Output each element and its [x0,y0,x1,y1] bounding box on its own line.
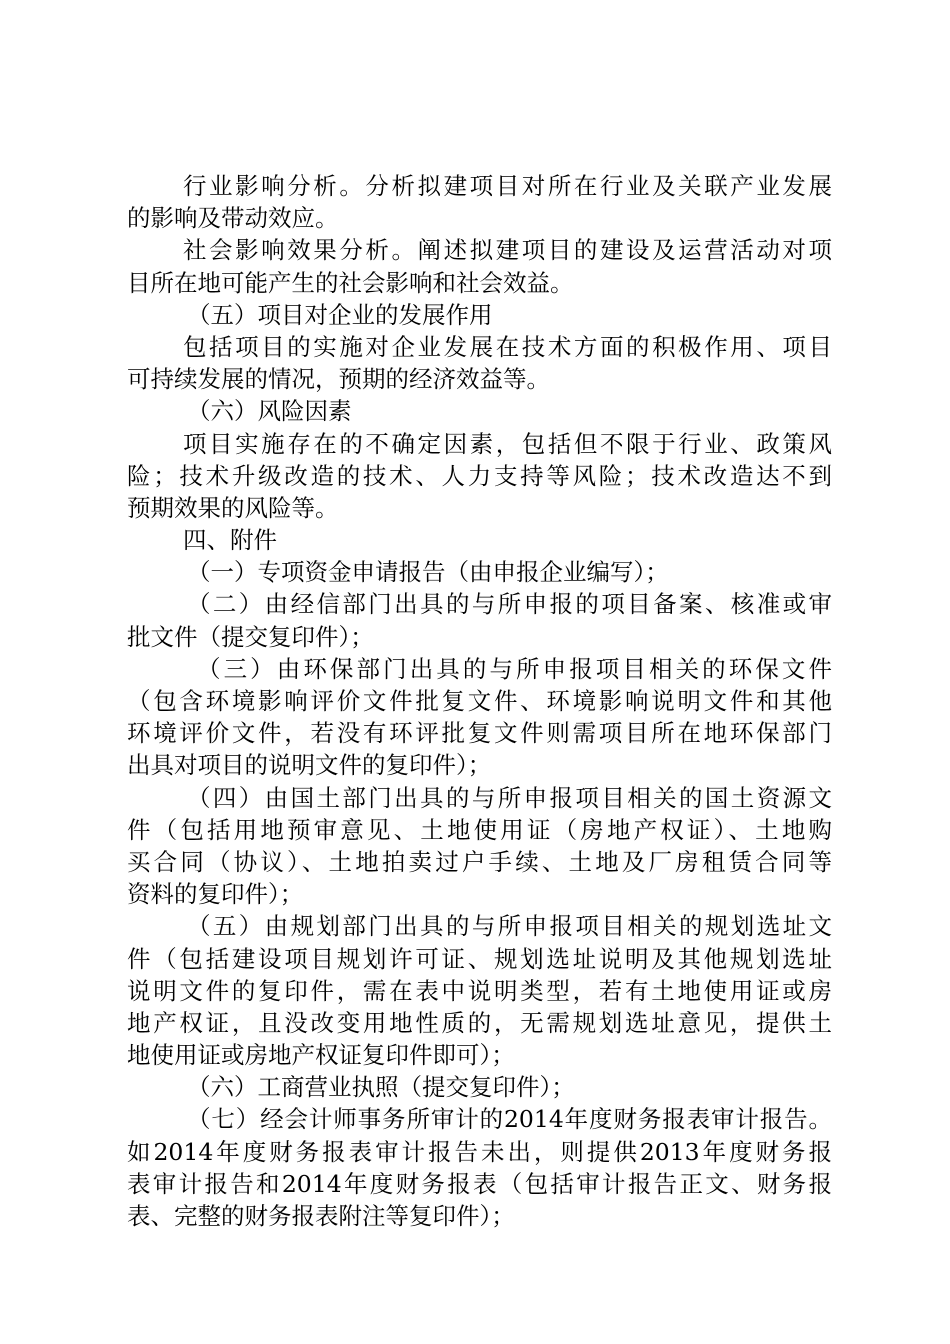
section-heading: 四、附件 [183,526,277,555]
list-item: 环境评价文件，若没有环评批复文件则需项目所在地环保部门 [127,719,832,748]
paragraph-line: 社会影响效果分析。阐述拟建项目的建设及运营活动对项 [183,236,832,265]
list-item: 如2014年度财务报表审计报告未出，则提供2013年度财务报 [127,1137,832,1166]
paragraph-line: 预期效果的风险等。 [127,493,339,522]
paragraph-line: 险；技术升级改造的技术、人力支持等风险；技术改造达不到 [127,461,832,490]
list-item: （包含环境影响评价文件批复文件、环境影响说明文件和其他 [127,687,832,715]
list-item: （六）工商营业执照（提交复印件）； [187,1073,575,1102]
list-item: 出具对项目的说明文件的复印件）； [127,751,492,780]
list-item: 买合同（协议）、土地拍卖过户手续、土地及厂房租赁合同等 [127,847,832,876]
list-item: 批文件（提交复印件）； [127,622,374,651]
section-heading: （五）项目对企业的发展作用 [187,300,493,329]
paragraph-line: 目所在地可能产生的社会影响和社会效益。 [127,268,574,297]
paragraph-line: 包括项目的实施对企业发展在技术方面的积极作用、项目 [183,332,832,361]
list-item: 表审计报告和2014年度财务报表（包括审计报告正文、财务报 [127,1169,832,1198]
list-item: 表、完整的财务报表附注等复印件）； [127,1202,515,1230]
paragraph-line: 可持续发展的情况，预期的经济效益等。 [127,365,550,394]
list-item: 地产权证，且没改变用地性质的，无需规划选址意见，提供土 [127,1008,832,1037]
list-item: （一）专项资金申请报告（由申报企业编写）； [187,558,669,587]
list-item: 资料的复印件）； [127,880,304,909]
list-item: 件（包括建设项目规划许可证、规划选址说明及其他规划选址 [127,944,832,973]
list-item: 件（包括用地预审意见、土地使用证（房地产权证）、土地购 [127,815,832,844]
paragraph-line: 项目实施存在的不确定因素，包括但不限于行业、政策风 [183,429,832,458]
paragraph-line: 行业影响分析。分析拟建项目对所在行业及关联产业发展 [183,172,832,200]
list-item: 地使用证或房地产权证复印件即可）； [127,1041,515,1070]
list-item: （七）经会计师事务所审计的2014年度财务报表审计报告。 [187,1105,832,1134]
list-item: （三）由环保部门出具的与所申报项目相关的环保文件 [197,654,832,683]
list-item: 说明文件的复印件，需在表中说明类型，若有土地使用证或房 [127,976,832,1005]
list-item: （五）由规划部门出具的与所申报项目相关的规划选址文 [187,912,832,941]
document-body [127,170,832,1232]
list-item: （二）由经信部门出具的与所申报的项目备案、核准或审 [187,590,832,619]
list-item: （四）由国土部门出具的与所申报项目相关的国土资源文 [187,783,832,812]
section-heading: （六）风险因素 [187,397,352,426]
paragraph-line: 的影响及带动效应。 [127,204,339,233]
